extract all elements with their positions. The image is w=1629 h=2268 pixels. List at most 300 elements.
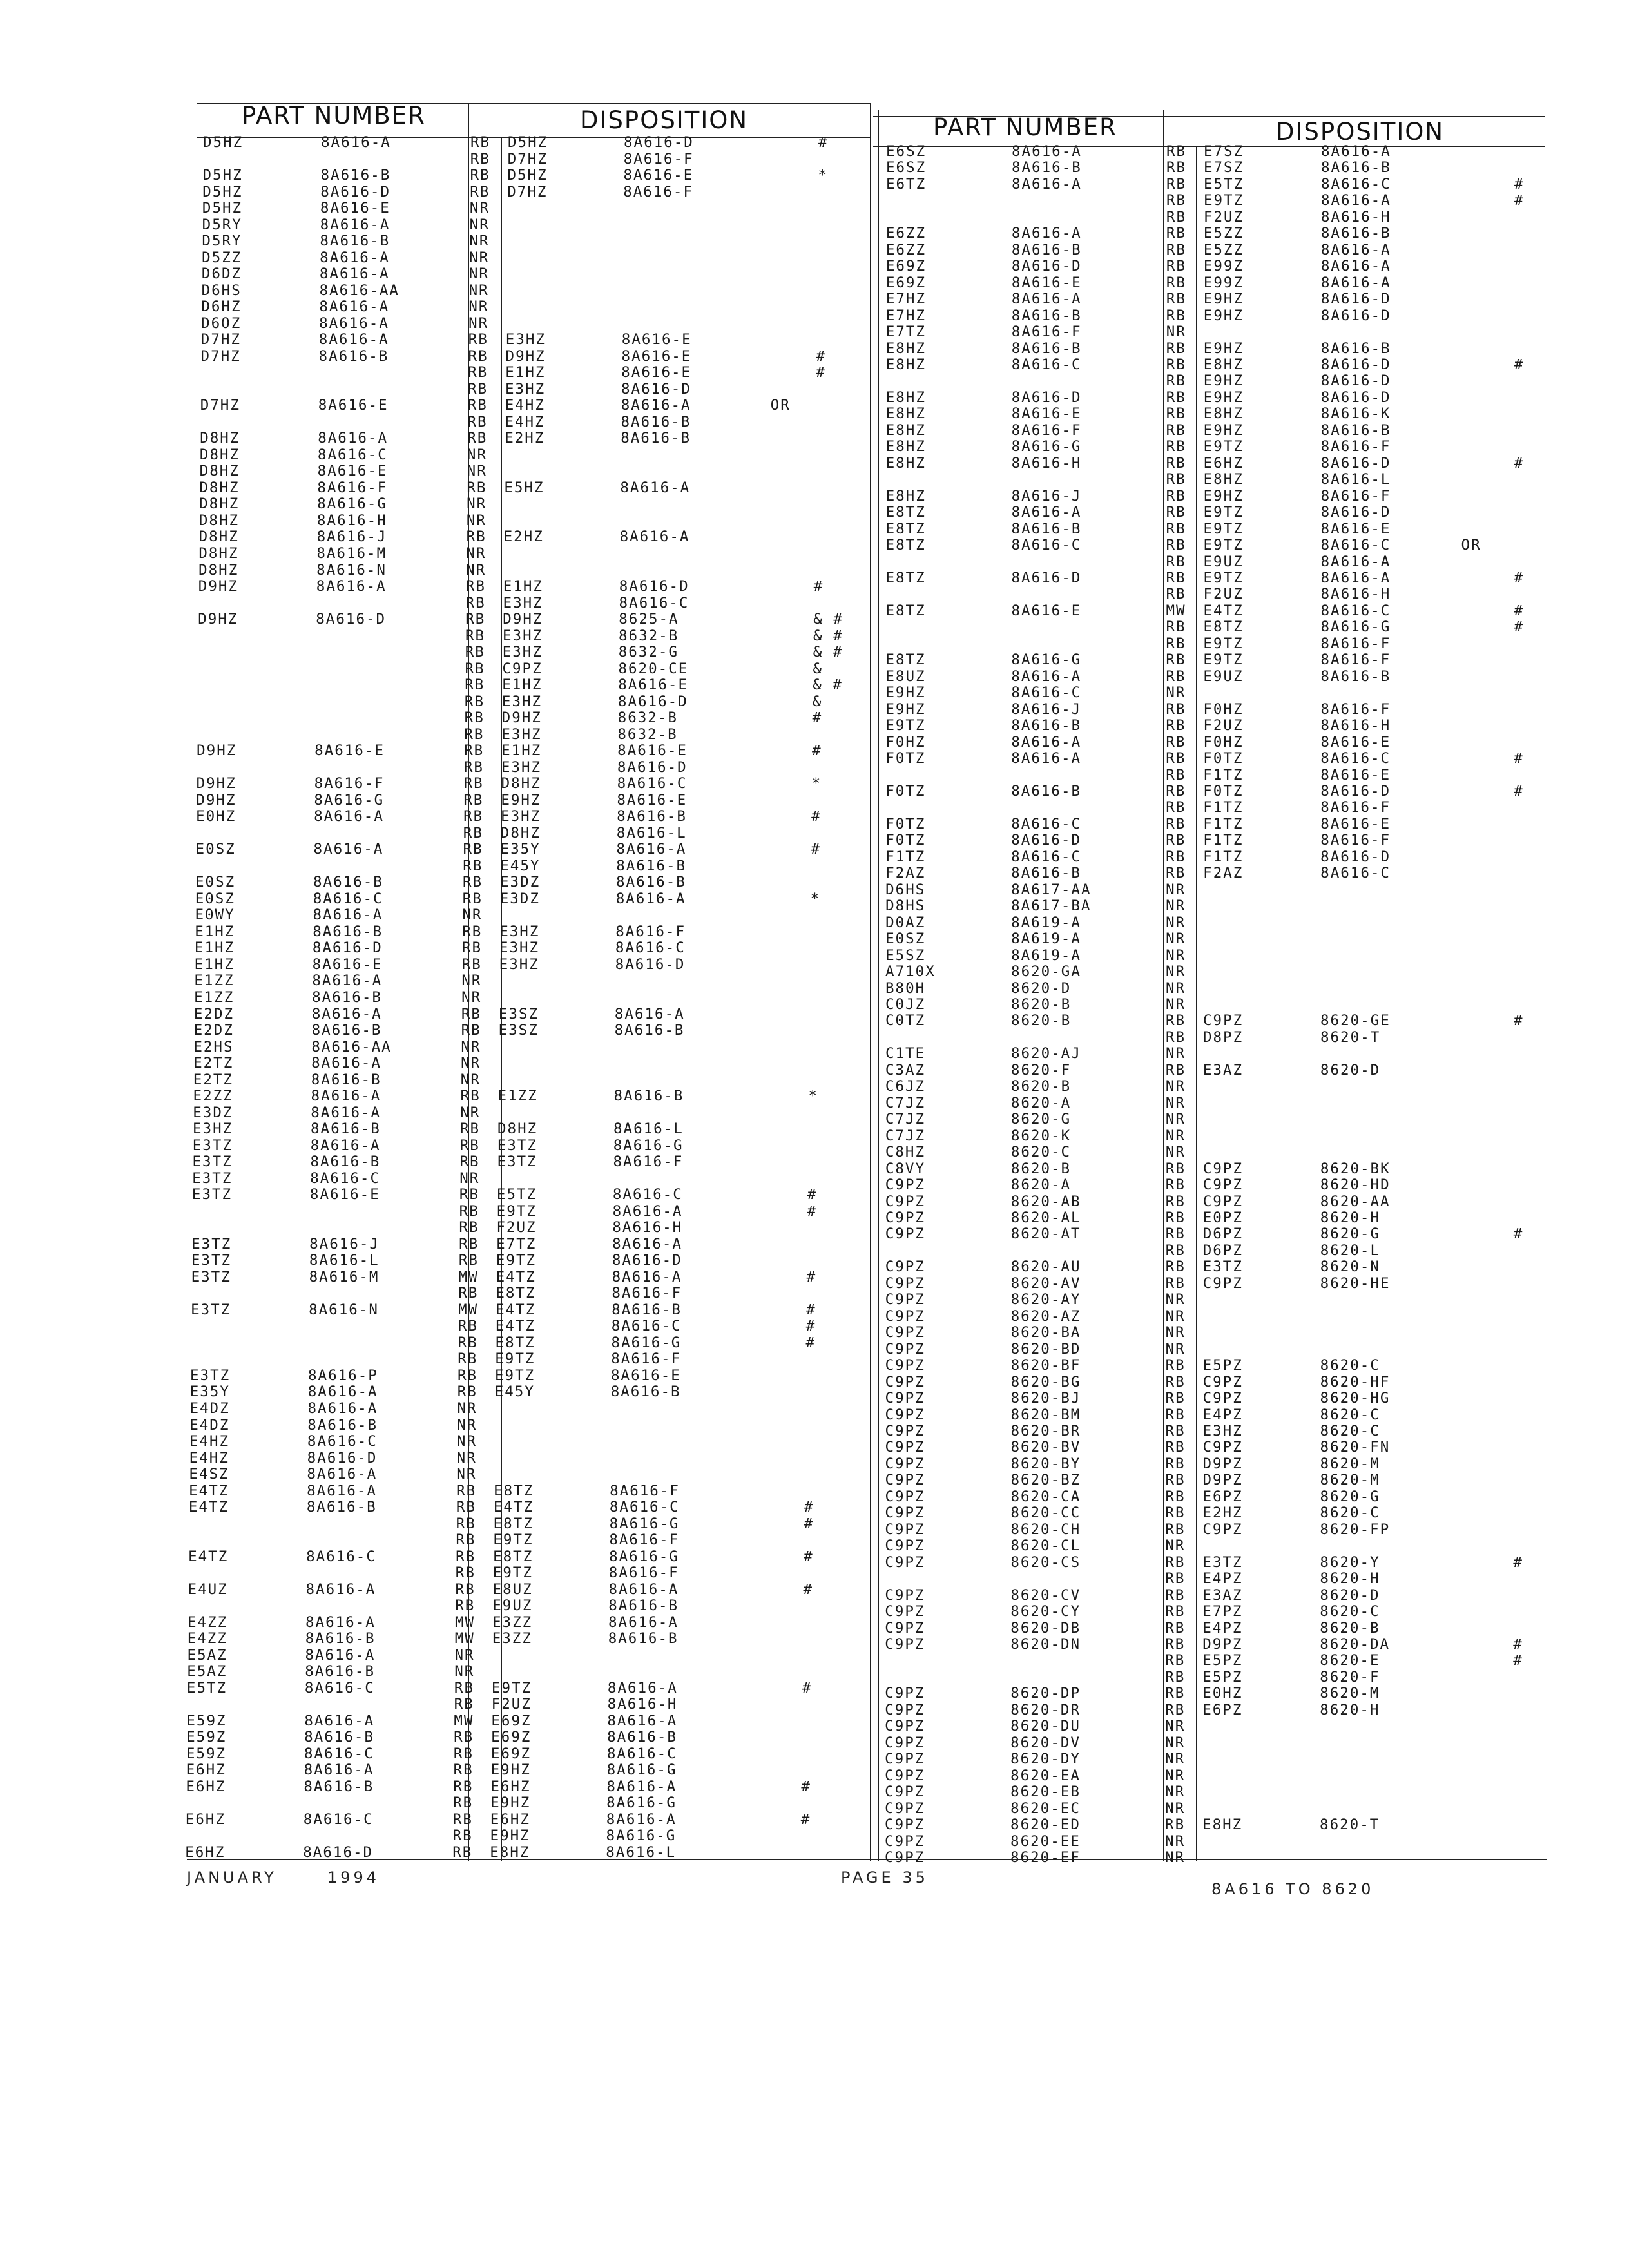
- right-part-number: 8A619-A: [1011, 914, 1081, 931]
- left-part-prefix: E2TZ: [193, 1071, 233, 1088]
- right-replacement-number: 8A616-A: [1320, 274, 1391, 291]
- right-part-prefix: D6HS: [885, 881, 926, 898]
- left-part-number: 8A616-B: [313, 874, 383, 891]
- right-replacement-number: 8A616-H: [1320, 717, 1391, 735]
- left-disposition-code: RB: [459, 1235, 479, 1253]
- right-replacement-number: 8620-DA: [1320, 1636, 1391, 1653]
- right-replacement-prefix: E3TZ: [1202, 1553, 1243, 1571]
- right-disposition-code: NR: [1166, 963, 1186, 981]
- right-disposition-code: RB: [1166, 471, 1186, 488]
- right-disposition-code: RB: [1166, 717, 1186, 735]
- left-part-prefix: E0WY: [195, 907, 235, 924]
- left-disposition-code: NR: [456, 1449, 477, 1466]
- left-replacement-prefix: D5HZ: [507, 167, 548, 184]
- right-part-number: 8620-CS: [1010, 1553, 1081, 1571]
- right-replacement-number: 8A616-H: [1320, 586, 1391, 603]
- left-part-prefix: E2HS: [193, 1038, 234, 1055]
- right-replacement-number: 8620-M: [1320, 1685, 1380, 1702]
- right-part-prefix: E6TZ: [885, 175, 927, 193]
- left-part-number: 8A616-H: [316, 512, 387, 529]
- left-replacement-prefix: D5HZ: [508, 134, 548, 151]
- left-replacement-number: 8A616-L: [613, 1120, 684, 1138]
- right-replacement-number: 8A616-D: [1320, 291, 1391, 308]
- right-replacement-prefix: E4PZ: [1202, 1570, 1243, 1588]
- right-part-prefix: C9PZ: [885, 1783, 925, 1801]
- left-disposition-code: RB: [470, 150, 490, 168]
- left-replacement-prefix: E8TZ: [493, 1515, 534, 1532]
- left-part-prefix: E2TZ: [193, 1055, 234, 1072]
- right-part-number: 8A616-A: [1011, 750, 1082, 767]
- right-replacement-prefix: F0HZ: [1203, 700, 1244, 718]
- left-part-number: 8A616-B: [311, 1022, 382, 1039]
- header-part-number-right: PART NUMBER: [933, 113, 1117, 141]
- right-replacement-number: 8A616-H: [1320, 208, 1391, 226]
- left-replacement-number: 8A616-C: [609, 1499, 680, 1516]
- right-part-number: 8A619-A: [1011, 947, 1081, 964]
- right-replacement-prefix: E6PZ: [1202, 1701, 1243, 1718]
- right-replacement-prefix: E8HZ: [1202, 1816, 1243, 1834]
- left-disposition-code: NR: [460, 1071, 481, 1088]
- left-replacement-prefix: D9HZ: [505, 347, 546, 365]
- left-part-number: 8A616-B: [320, 167, 391, 184]
- left-replacement-number: 8A616-B: [608, 1597, 679, 1615]
- left-replacement-prefix: E4TZ: [493, 1499, 534, 1516]
- left-part-prefix: E5AZ: [187, 1646, 227, 1664]
- left-disposition-code: RB: [468, 331, 488, 349]
- right-part-number: 8620-DV: [1010, 1734, 1081, 1751]
- left-replacement-prefix: E9TZ: [496, 1252, 537, 1269]
- right-part-number: 8620-C: [1010, 1144, 1072, 1161]
- left-replacement-prefix: E3HZ: [499, 956, 539, 973]
- left-part-number: 8A616-L: [309, 1252, 380, 1269]
- right-part-prefix: C9PZ: [885, 1357, 925, 1374]
- left-disposition-code: RB: [456, 1482, 477, 1499]
- left-note-mark: *: [810, 890, 821, 907]
- right-replacement-number: 8620-L: [1320, 1242, 1380, 1259]
- left-replacement-prefix: E3SZ: [498, 1022, 539, 1039]
- left-note-mark: #: [818, 134, 829, 151]
- right-disposition-code: RB: [1165, 1652, 1186, 1669]
- left-disposition-code: NR: [467, 495, 487, 513]
- left-part-prefix: E1HZ: [195, 923, 235, 940]
- left-note-mark: & #: [813, 644, 843, 661]
- right-disposition-code: RB: [1166, 651, 1186, 669]
- left-replacement-number: 8A616-C: [615, 939, 686, 957]
- left-disposition-code: RB: [455, 1597, 476, 1615]
- right-part-number: 8620-EE: [1010, 1832, 1081, 1850]
- left-part-prefix: D8HZ: [198, 528, 239, 546]
- left-note-mark: &: [813, 660, 823, 677]
- left-replacement-number: 8A616-C: [606, 1745, 677, 1762]
- right-replacement-prefix: C9PZ: [1202, 1521, 1243, 1538]
- right-replacement-number: 8620-D: [1320, 1061, 1381, 1079]
- right-part-number: 8A616-B: [1011, 520, 1082, 537]
- left-disposition-code: RB: [452, 1811, 473, 1828]
- right-replacement-number: 8620-HE: [1320, 1274, 1391, 1292]
- right-part-number: 8620-A: [1010, 1177, 1072, 1194]
- right-disposition-code: NR: [1165, 1291, 1186, 1309]
- left-part-prefix: E3TZ: [192, 1169, 233, 1187]
- left-part-number: 8A616-C: [310, 1169, 381, 1187]
- right-note-mark: #: [1514, 454, 1525, 472]
- left-part-prefix: D8HZ: [199, 495, 240, 513]
- right-replacement-number: 8620-HD: [1320, 1177, 1391, 1194]
- right-replacement-prefix: F2AZ: [1203, 865, 1244, 882]
- left-disposition-code: NR: [461, 1038, 481, 1055]
- right-part-prefix: E69Z: [885, 258, 927, 275]
- left-part-number: 8A616-A: [313, 907, 383, 924]
- left-replacement-number: 8A616-B: [608, 1630, 679, 1648]
- left-note-mark: #: [806, 1301, 816, 1318]
- left-disposition-code: RB: [470, 183, 490, 200]
- right-replacement-number: 8A616-F: [1320, 832, 1391, 849]
- right-part-prefix: C9PZ: [885, 1636, 925, 1653]
- left-replacement-number: 8A616-C: [611, 1318, 682, 1335]
- right-replacement-number: 8A616-B: [1320, 225, 1391, 242]
- left-part-number: 8A616-A: [319, 265, 390, 283]
- right-disposition-code: RB: [1166, 421, 1186, 439]
- left-part-number: 8A616-A: [305, 1581, 376, 1598]
- left-part-number: 8A616-A: [307, 1482, 377, 1499]
- left-disposition-code: NR: [454, 1663, 475, 1680]
- right-part-prefix: C9PZ: [885, 1324, 925, 1341]
- right-disposition-code: RB: [1165, 1701, 1186, 1718]
- right-part-prefix: E8TZ: [885, 651, 926, 669]
- right-part-prefix: B80H: [885, 979, 926, 997]
- right-disposition-code: RB: [1166, 766, 1186, 783]
- right-disposition-code: RB: [1166, 175, 1187, 193]
- left-part-number: 8A616-E: [314, 742, 385, 760]
- right-replacement-number: 8620-C: [1320, 1504, 1380, 1522]
- left-replacement-number: 8A616-E: [617, 791, 688, 809]
- left-part-prefix: E3TZ: [191, 1268, 231, 1285]
- right-part-prefix: C9PZ: [885, 1488, 925, 1505]
- right-disposition-code: RB: [1166, 520, 1186, 537]
- right-note-mark: #: [1514, 356, 1525, 373]
- right-replacement-prefix: E0PZ: [1202, 1209, 1243, 1226]
- left-disposition-code: RB: [460, 1120, 481, 1138]
- left-part-prefix: E1HZ: [194, 956, 235, 973]
- right-part-prefix: C9PZ: [885, 1504, 925, 1522]
- right-part-number: 8620-DP: [1010, 1685, 1081, 1702]
- left-disposition-code: NR: [460, 1104, 481, 1121]
- right-part-prefix: C7JZ: [885, 1127, 926, 1144]
- right-part-number: 8A616-B: [1011, 783, 1082, 800]
- right-disposition-code: NR: [1166, 684, 1186, 702]
- left-part-number: 8A616-J: [316, 528, 387, 546]
- right-replacement-prefix: E3HZ: [1202, 1423, 1243, 1439]
- right-part-prefix: E6SZ: [885, 159, 927, 177]
- right-replacement-number: 8620-FP: [1320, 1521, 1391, 1538]
- left-part-prefix: E3HZ: [193, 1120, 233, 1138]
- right-replacement-prefix: F1TZ: [1203, 799, 1244, 816]
- left-part-prefix: E6HZ: [185, 1844, 226, 1861]
- right-disposition-code: RB: [1166, 143, 1187, 160]
- right-part-number: 8620-DR: [1010, 1701, 1081, 1718]
- right-part-prefix: E6ZZ: [885, 241, 927, 258]
- right-part-number: 8A616-A: [1011, 733, 1082, 751]
- right-disposition-code: RB: [1165, 1455, 1186, 1472]
- left-part-number: 8A616-B: [304, 1729, 374, 1746]
- right-replacement-number: 8620-M: [1320, 1472, 1380, 1489]
- left-disposition-code: RB: [459, 1219, 479, 1236]
- left-note-mark: *: [808, 1088, 819, 1105]
- left-disposition-code: NR: [461, 1055, 481, 1072]
- right-disposition-code: RB: [1165, 1472, 1186, 1489]
- left-part-prefix: D5HZ: [203, 134, 244, 151]
- right-disposition-code: RB: [1165, 1586, 1186, 1604]
- left-disposition-code: RB: [458, 1350, 478, 1368]
- left-part-number: 8A616-A: [319, 298, 390, 316]
- left-replacement-prefix: E3DZ: [500, 874, 541, 891]
- right-replacement-prefix: E4PZ: [1202, 1406, 1243, 1423]
- right-disposition-code: RB: [1166, 865, 1186, 882]
- right-replacement-number: 8A616-D: [1320, 454, 1391, 472]
- left-replacement-number: 8620-CE: [618, 660, 689, 677]
- left-disposition-code: RB: [457, 1383, 477, 1401]
- right-part-prefix: C9PZ: [885, 1553, 925, 1571]
- right-part-prefix: E8HZ: [885, 487, 926, 505]
- left-disposition-code: RB: [461, 956, 482, 973]
- left-replacement-number: 8A616-L: [616, 824, 687, 841]
- right-replacement-prefix: E7SZ: [1203, 159, 1244, 177]
- left-part-prefix: E3TZ: [191, 1235, 232, 1253]
- right-replacement-number: 8A616-D: [1320, 389, 1391, 406]
- right-replacement-prefix: E7SZ: [1204, 143, 1244, 160]
- right-part-number: 8A616-C: [1011, 684, 1082, 702]
- left-disposition-code: NR: [469, 200, 490, 217]
- left-replacement-number: 8A616-B: [616, 874, 686, 891]
- left-part-prefix: D6HS: [201, 282, 242, 299]
- left-replacement-number: 8632-B: [617, 726, 678, 743]
- left-disposition-code: RB: [452, 1844, 473, 1861]
- right-note-mark: #: [1514, 783, 1524, 800]
- right-disposition-code: RB: [1166, 258, 1186, 275]
- right-part-number: 8620-CY: [1010, 1603, 1081, 1620]
- right-replacement-number: 8A616-L: [1320, 471, 1391, 488]
- left-disposition-code: RB: [453, 1762, 474, 1779]
- left-part-number: 8A616-D: [316, 611, 387, 628]
- left-part-prefix: E3TZ: [191, 1252, 232, 1269]
- right-note-mark: #: [1513, 1636, 1523, 1653]
- left-part-number: 8A616-E: [312, 956, 383, 973]
- left-replacement-number: 8A616-F: [609, 1532, 680, 1549]
- right-replacement-number: 8A616-F: [1320, 438, 1391, 456]
- left-disposition-code: NR: [462, 907, 483, 924]
- right-replacement-prefix: E9HZ: [1203, 372, 1244, 390]
- left-replacement-number: 8A616-B: [607, 1729, 677, 1746]
- left-part-prefix: E3TZ: [192, 1137, 233, 1154]
- right-replacement-number: 8A616-C: [1320, 175, 1391, 193]
- right-replacement-number: 8A616-F: [1320, 799, 1391, 816]
- left-replacement-number: 8A616-G: [609, 1548, 679, 1565]
- left-disposition-code: NR: [456, 1466, 477, 1483]
- left-part-number: 8A616-A: [312, 972, 383, 990]
- right-part-prefix: C9PZ: [885, 1439, 925, 1456]
- left-replacement-prefix: E6HZ: [490, 1811, 530, 1828]
- right-part-prefix: C9PZ: [885, 1832, 925, 1850]
- left-replacement-number: 8A616-F: [615, 923, 686, 940]
- right-part-number: 8A616-B: [1011, 340, 1082, 357]
- left-replacement-number: 8A616-E: [617, 742, 688, 760]
- left-disposition-code: RB: [459, 1137, 480, 1154]
- right-part-number: 8620-CV: [1010, 1586, 1081, 1604]
- left-replacement-prefix: E4TZ: [496, 1301, 536, 1318]
- right-part-prefix: C9PZ: [885, 1767, 925, 1784]
- right-disposition-code: NR: [1165, 1734, 1186, 1751]
- right-disposition-code: RB: [1166, 668, 1186, 685]
- right-replacement-number: 8620-G: [1320, 1488, 1380, 1505]
- right-part-number: 8A616-B: [1011, 307, 1082, 324]
- left-replacement-prefix: E1HZ: [502, 677, 543, 694]
- left-part-prefix: E3TZ: [190, 1367, 231, 1384]
- left-replacement-number: 8625-A: [619, 611, 679, 628]
- left-disposition-code: RB: [461, 1022, 481, 1039]
- right-replacement-number: 8A616-C: [1320, 602, 1391, 619]
- left-part-prefix: D7HZ: [200, 331, 241, 349]
- right-disposition-code: NR: [1166, 881, 1186, 898]
- left-replacement-prefix: F2UZ: [496, 1219, 537, 1236]
- right-replacement-prefix: E9UZ: [1203, 668, 1244, 685]
- left-replacement-number: 8A616-A: [614, 1005, 685, 1023]
- right-part-prefix: C9PZ: [885, 1537, 925, 1555]
- right-part-prefix: C9PZ: [885, 1849, 925, 1866]
- right-part-number: 8620-F: [1010, 1061, 1072, 1079]
- left-part-prefix: E5TZ: [186, 1679, 227, 1696]
- left-replacement-number: 8A616-A: [619, 528, 690, 546]
- right-disposition-code: RB: [1165, 1193, 1186, 1210]
- right-part-prefix: E8TZ: [885, 537, 926, 554]
- right-disposition-code: RB: [1166, 848, 1186, 865]
- left-replacement-number: 8632-B: [619, 627, 679, 644]
- left-part-prefix: E1HZ: [194, 939, 235, 957]
- left-replacement-number: 8A616-D: [615, 956, 686, 973]
- left-disposition-code: NR: [457, 1399, 477, 1417]
- left-disposition-code: RB: [465, 611, 486, 628]
- right-disposition-code: RB: [1165, 1357, 1186, 1374]
- right-part-prefix: E7TZ: [885, 323, 926, 341]
- right-replacement-number: 8A616-D: [1320, 356, 1391, 373]
- left-disposition-code: NR: [456, 1433, 477, 1450]
- right-disposition-code: RB: [1166, 389, 1186, 406]
- right-part-number: 8620-AV: [1010, 1274, 1081, 1292]
- left-part-prefix: E3TZ: [192, 1153, 233, 1171]
- left-note-mark: &: [812, 693, 823, 710]
- right-replacement-prefix: F2UZ: [1203, 586, 1244, 603]
- left-replacement-prefix: D8HZ: [501, 775, 541, 793]
- right-disposition-code: RB: [1166, 783, 1186, 800]
- right-part-number: 8620-B: [1010, 1012, 1072, 1030]
- left-note-mark: & #: [813, 677, 843, 694]
- right-part-number: 8A616-E: [1011, 274, 1082, 291]
- right-disposition-code: RB: [1166, 372, 1186, 390]
- right-part-number: 8620-AY: [1010, 1291, 1081, 1309]
- left-replacement-number: 8A616-F: [613, 1153, 684, 1171]
- left-disposition-code: RB: [456, 1515, 476, 1532]
- right-disposition-code: RB: [1165, 1373, 1186, 1390]
- left-replacement-number: 8A616-A: [621, 397, 691, 414]
- right-replacement-prefix: E5ZZ: [1203, 241, 1244, 258]
- right-disposition-code: RB: [1166, 192, 1187, 209]
- left-replacement-number: 8A616-H: [612, 1219, 683, 1236]
- left-replacement-prefix: E7TZ: [496, 1235, 537, 1253]
- right-part-number: 8620-BJ: [1010, 1390, 1081, 1407]
- left-disposition-code: RB: [464, 726, 485, 743]
- left-replacement-number: 8A616-B: [621, 413, 691, 430]
- right-replacement-prefix: C9PZ: [1202, 1274, 1243, 1292]
- right-replacement-prefix: E3AZ: [1202, 1586, 1243, 1604]
- left-replacement-prefix: E9TZ: [496, 1202, 537, 1220]
- right-disposition-code: RB: [1166, 454, 1186, 472]
- right-part-prefix: C9PZ: [885, 1685, 925, 1702]
- right-disposition-code: RB: [1165, 1423, 1186, 1439]
- right-part-prefix: C9PZ: [885, 1209, 925, 1226]
- left-replacement-prefix: E3HZ: [499, 923, 540, 940]
- left-part-number: 8A616-A: [311, 1055, 381, 1072]
- right-part-prefix: E8TZ: [885, 504, 926, 521]
- right-replacement-prefix: E8TZ: [1203, 619, 1244, 636]
- right-disposition-code: RB: [1165, 1603, 1186, 1620]
- right-disposition-code: RB: [1165, 1636, 1186, 1653]
- left-part-number: 8A616-AA: [319, 282, 400, 299]
- left-part-number: 8A616-A: [307, 1383, 378, 1401]
- left-note-or: OR: [770, 397, 791, 414]
- right-replacement-number: 8A616-E: [1320, 733, 1391, 751]
- left-part-number: 8A616-M: [309, 1268, 380, 1285]
- right-part-number: 8620-CC: [1010, 1504, 1081, 1522]
- left-part-prefix: D5HZ: [202, 200, 243, 217]
- left-part-prefix: D8HZ: [199, 446, 240, 463]
- right-disposition-code: RB: [1165, 1274, 1186, 1292]
- right-part-number: 8A616-B: [1011, 241, 1082, 258]
- left-note-mark: #: [807, 1202, 818, 1220]
- left-part-number: 8A616-A: [311, 1088, 381, 1105]
- left-replacement-number: 8A616-G: [609, 1515, 680, 1532]
- right-disposition-code: NR: [1165, 1718, 1186, 1735]
- left-replacement-prefix: E3HZ: [501, 808, 541, 825]
- left-disposition-code: RB: [458, 1367, 478, 1384]
- left-part-prefix: D5HZ: [202, 183, 243, 200]
- right-replacement-prefix: C9PZ: [1202, 1193, 1243, 1210]
- right-disposition-code: NR: [1165, 1307, 1186, 1325]
- right-part-number: 8A616-C: [1011, 848, 1081, 865]
- left-replacement-number: 8A616-E: [611, 1367, 681, 1384]
- left-part-number: 8A616-C: [306, 1548, 376, 1565]
- right-part-prefix: E8HZ: [885, 438, 926, 456]
- left-part-number: 8A616-E: [317, 463, 388, 480]
- left-part-prefix: E3TZ: [191, 1301, 231, 1318]
- right-replacement-prefix: E5ZZ: [1203, 225, 1244, 242]
- left-replacement-prefix: E3SZ: [498, 1005, 539, 1023]
- right-part-prefix: F0HZ: [885, 733, 926, 751]
- left-part-number: 8A616-M: [316, 544, 387, 562]
- left-part-number: 8A616-C: [303, 1811, 374, 1828]
- right-part-prefix: E6SZ: [886, 143, 927, 160]
- left-part-prefix: E4TZ: [188, 1548, 229, 1565]
- left-replacement-number: 8A616-B: [616, 857, 687, 874]
- left-replacement-prefix: E45Y: [494, 1383, 535, 1401]
- right-replacement-prefix: E4PZ: [1202, 1619, 1243, 1637]
- left-replacement-prefix: E4HZ: [505, 413, 545, 430]
- left-part-number: 8A616-C: [304, 1745, 374, 1762]
- right-disposition-code: NR: [1165, 1849, 1186, 1866]
- right-replacement-prefix: F0TZ: [1203, 750, 1244, 767]
- right-replacement-prefix: E6PZ: [1202, 1488, 1243, 1505]
- left-disposition-code: RB: [454, 1696, 474, 1713]
- left-replacement-number: 8A616-E: [621, 364, 692, 381]
- left-part-prefix: D5RY: [202, 233, 242, 250]
- right-part-number: 8620-EF: [1010, 1849, 1081, 1866]
